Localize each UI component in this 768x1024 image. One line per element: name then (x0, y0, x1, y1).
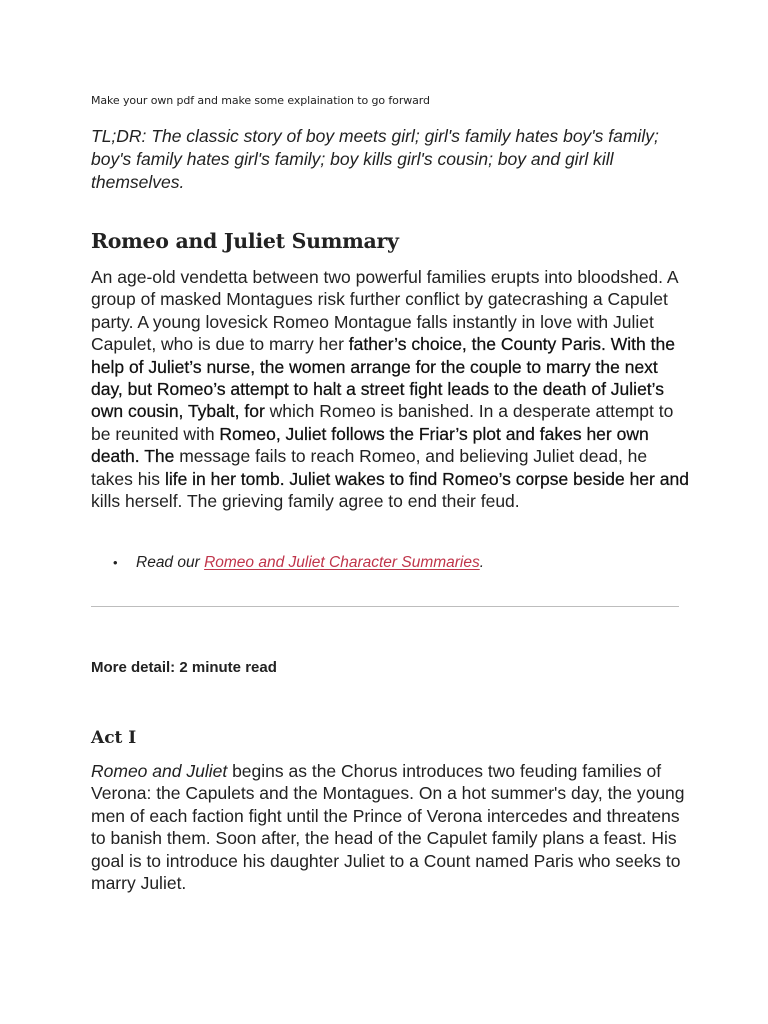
list-item (91, 552, 484, 574)
summary-paragraph (91, 266, 691, 512)
instruction-note: Make your own pdf and make some explaination to go forward (91, 94, 430, 107)
more-detail-label: More detail: 2 minute read (91, 659, 277, 676)
summary-text-2: which Romeo is banished. In a desperate attempt to be reunited with (91, 401, 674, 444)
summary-highlight-3: life in her tomb. Juliet wakes to find Romeo’s corpse beside her and (164, 468, 689, 489)
play-title: Romeo and Juliet (91, 761, 228, 781)
summary-text-3: message fails to reach Romeo, and believing Juliet dead, he takes his (91, 446, 648, 489)
act1-text: begins as the Chorus introduces two feuding families of Verona: the Capulets and the Montagues. On a hot summer's day, the young men of each faction fight until the Prince of Verona intercedes and threatens to banish them. Soon after, the head of the Capulet family plans a feast. His goal is to introduce his daughter Juliet to a Count named Paris who seeks to marry Juliet. (91, 761, 685, 894)
related-links-list (91, 552, 484, 574)
summary-highlight-2: Romeo, Juliet follows the Friar’s plot and fakes her own death. The (91, 423, 649, 467)
act1-heading: Act I (91, 728, 137, 748)
tldr-summary: TL;DR: The classic story of boy meets girl; girl's family hates boy's family; boy's family hates girl's family; boy kills girl's cousin; boy and girl kill themselves. (91, 126, 659, 192)
act1-paragraph (91, 760, 691, 894)
summary-text-4: kills herself. The grieving family agree to end their feud. (91, 491, 520, 512)
bullet-prefix: Read our (136, 554, 205, 571)
character-summaries-link[interactable]: Romeo and Juliet Character Summaries (204, 554, 480, 571)
summary-heading: Romeo and Juliet Summary (91, 229, 399, 253)
bullet-suffix: . (479, 554, 485, 571)
section-divider (91, 606, 679, 607)
summary-text-1: An age-old vendetta between two powerful families erupts into bloodshed. A group of masked Montagues risk further conflict by gatecrashing a Capulet party. A young lovesick Romeo Montague falls instantly in love with Juliet Capulet, who is due to marry her (91, 267, 678, 355)
bullet-icon: • (113, 555, 118, 570)
summary-highlight-1: father’s choice, the County Paris. With the help of Juliet’s nurse, the women arrange for the couple to marry the next day, but Romeo’s attempt to halt a street fight leads to the death of Juliet’s own cousin, Tybalt, for (91, 334, 675, 422)
